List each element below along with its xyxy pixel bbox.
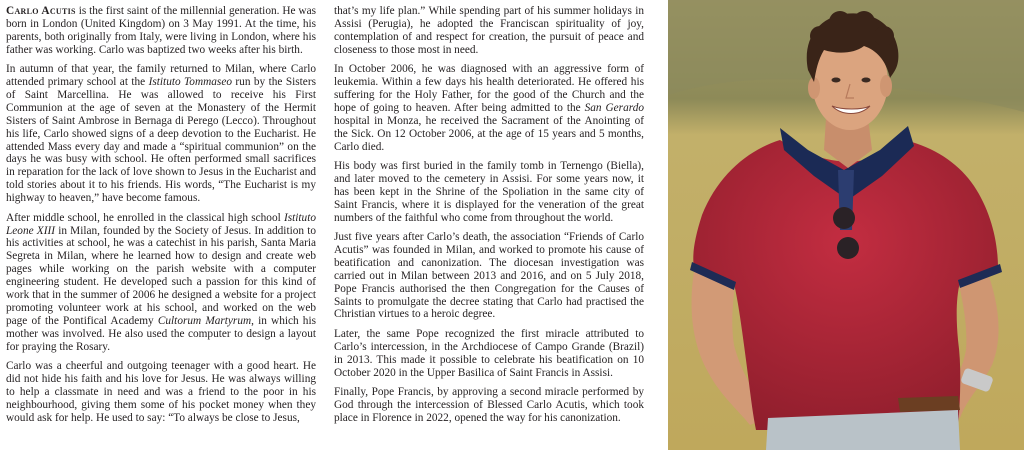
hospital-name: San Gerardo <box>584 101 644 114</box>
paragraph-intro <box>6 5 316 57</box>
hair-curl <box>853 11 875 33</box>
paragraph-text: In autumn of that year, the family returned to Milan, where Carlo attended primary school at the <box>6 63 316 89</box>
eye <box>862 78 871 83</box>
paragraph-text: hospital in Monza, he received the Sacrament of the Anointing of the Sick. On 12 October 2006, at the age of 15 years and 5 months, Carlo died. <box>334 114 644 153</box>
portrait-illustration <box>668 0 1024 450</box>
belt <box>898 396 960 412</box>
sunglasses-lens <box>833 207 855 229</box>
paragraph-beatification: Later, the same Pope recognized the first miracle attributed to Carlo’s intercession, in the Archdiocese of Campo Grande (Brazil) in 2013. This made it possible to celebrate his beatification on 10 October 2020 in the Upper Basilica of Saint Francis in Assisi. <box>334 327 644 379</box>
hair-curl <box>829 11 851 33</box>
paragraph-childhood <box>6 63 316 205</box>
paragraph-text: is the first saint of the millennial generation. He was born in London (United Kingdom) on 3 May 1991. At the time, his parents, both originally from Italy, were living in London, where his father was working. Carlo was baptized two weeks after his birth. <box>6 5 317 56</box>
text-column-right <box>334 5 644 431</box>
hair-curl <box>810 26 830 46</box>
eye <box>832 78 841 83</box>
paragraph-character: Carlo was a cheerful and outgoing teenager with a good heart. He did not hide his faith and his love for Jesus. He was always willing to help a classmate in need and was a friend to the poor in his neighbourhood, giving them some of his pocket money when they would ask for help. He used to say: “To always be close to Jesus, <box>6 360 316 424</box>
paragraph-text: run by the Sisters of Saint Marcellina. He was allowed to receive his First Communion at the age of seven at the Monastery of the Hermit Sisters of Saint Ambrose in Bernaga di Perego (Lecco). Throughout his life, Carlo showed signs of a deep devotion to the Eucharist. He attended Mass every day and made a “spiritual communion” on the days he was busy with school. He often performed small sacrifices in reparation for the lack of love shown to Jesus in the Eucharist and told stories about it to his friends. His words, “The Eucharist is my highway to heaven,” have become famous. <box>6 76 316 205</box>
sunglasses-lens <box>837 237 859 259</box>
ear <box>880 75 892 97</box>
hair-curl <box>874 26 894 46</box>
school-name: Istituto Leone XIII <box>6 211 316 237</box>
paragraph-text: After middle school, he enrolled in the classical high school <box>6 211 284 224</box>
saint-name: Carlo Acutis <box>6 5 76 17</box>
paragraph-text: , in which his mother was involved. He also used the computer to design a layout for praying the Rosary. <box>6 314 316 353</box>
academy-name: Cultorum Martyrum <box>157 314 252 327</box>
paragraph-text: In October 2006, he was diagnosed with an aggressive form of leukemia. Within a few days his health deteriorated. He offered his suffering for the Holy Father, for the good of the Church and the hope of going to heaven. After being admitted to the <box>334 63 644 114</box>
paragraph-life-plan: that’s my life plan.” While spending part of his summer holidays in Assisi (Perugia), he adopted the Franciscan spirituality of joy, contemplation of and respect for creation, the pursuit of peace and closeness to those most in need. <box>334 5 644 56</box>
school-name: Istituto Tommaseo <box>148 76 232 89</box>
paragraph-burial: His body was first buried in the family tomb in Ternengo (Biella), and later moved to the cemetery in Assisi. For some years now, it has been kept in the Shrine of the Spoliation in the same city of Saint Francis, where it is displayed for the veneration of the great numbers of the faithful who come from throughout the world. <box>334 159 644 224</box>
paragraph-highschool <box>6 212 316 354</box>
paragraph-text: in Milan, founded by the Society of Jesus. In addition to his activities at school, he was a catechist in his parish, Santa Maria Segreta in Milan, where he learned how to design and create web pages while working on the parish website with a computer engineering student. He developed such a passion for this kind of work that in the summer of 2006 he designed a website for a project promoting volunteer work at his school, and worked on the web page of the Pontifical Academy <box>6 224 316 327</box>
paragraph-canonization: Finally, Pope Francis, by approving a second miracle performed by God through the intercession of Blessed Carlo Acutis, which took place in Florence in 2022, opened the way for his canonization. <box>334 385 644 424</box>
paragraph-association: Just five years after Carlo’s death, the association “Friends of Carlo Acutis” was founded in Milan, and worked to promote his cause of beatification and canonization. The diocesan investigation was carried out in Milan between 2013 and 2016, and on 5 July 2018, Pope Francis authorised the then Congregation for the Causes of Saints to promulgate the decree stating that Carlo had practised the Christian virtues to a heroic degree. <box>334 231 644 321</box>
text-column-left <box>6 5 316 431</box>
paragraph-illness <box>334 63 644 153</box>
portrait-photo <box>668 0 1024 450</box>
